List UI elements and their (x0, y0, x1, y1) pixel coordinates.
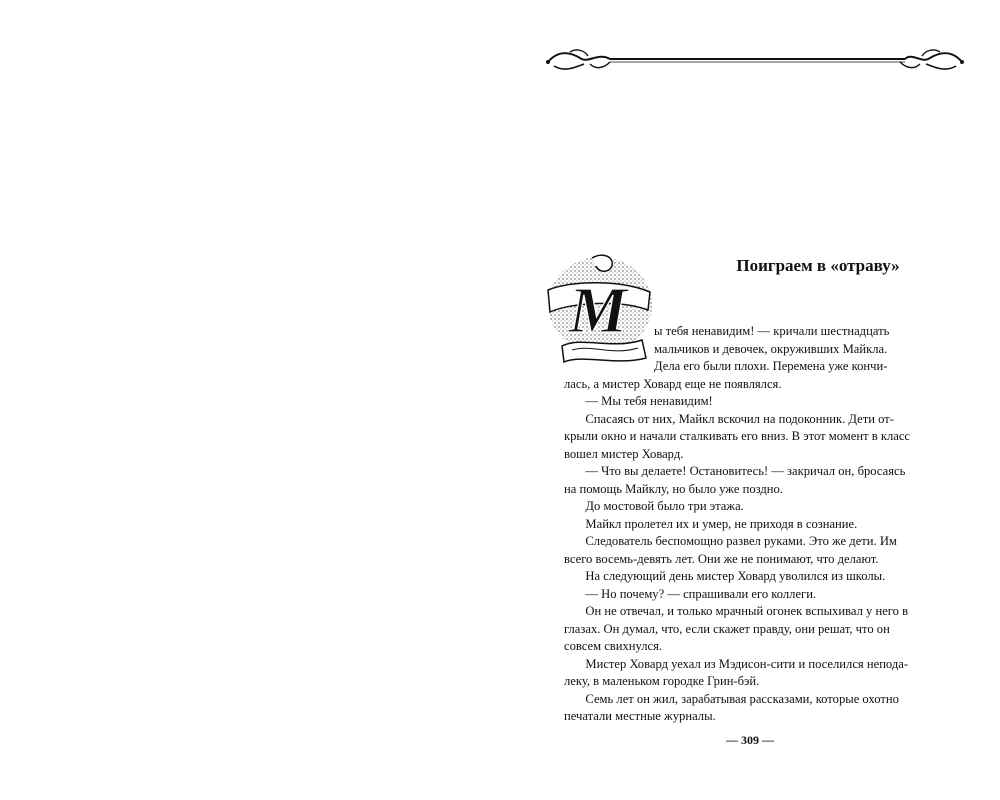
text-line: крыли окно и начали сталкивать его вниз. В этот момент в класс (564, 429, 911, 443)
text-line: — Что вы делаете! Остановитесь! — закричал он, бросаясь (585, 464, 906, 478)
text-line: До мостовой было три этажа. (585, 499, 744, 513)
text-line: — Мы тебя ненавидим! (585, 394, 713, 408)
text-line: вошел мистер Ховард. (564, 446, 684, 461)
text-line: Семь лет он жил, зарабатывая рассказами, которые охотно (585, 691, 899, 706)
text-line: глазах. Он думал, что, если скажет правду, они решат, что он (564, 621, 890, 636)
text-line: Майкл пролетел их и умер, не приходя в сознание. (585, 516, 858, 531)
right-page (500, 0, 1000, 800)
decorative-header-ornament (540, 40, 970, 80)
page-number: — 309 — (726, 733, 774, 747)
text-line: Мистер Ховард уехал из Мэдисон-сити и поселился непода- (585, 656, 909, 671)
text-line: Следователь беспомощно развел руками. Это же дети. Им (585, 534, 897, 548)
text-line: леку, в маленьком городке Грин-бэй. (564, 674, 760, 688)
text-line: — Но почему? — спрашивали его коллеги. (585, 586, 817, 601)
text-line: мальчиков и девочек, окруживших Майкла. (654, 341, 888, 356)
text-line: лась, а мистер Ховард еще не появлялся. (564, 376, 782, 391)
chapter-title: Поиграем в «отраву» (736, 256, 900, 275)
text-line: всего восемь-девять лет. Они же не понимают, что делают. (564, 551, 879, 566)
text-line: на помощь Майклу, но было уже поздно. (564, 481, 783, 496)
text-line: Дела его были плохи. Перемена уже кончи- (654, 359, 888, 373)
text-line: печатали местные журналы. (564, 709, 716, 723)
chapter-body (564, 323, 948, 726)
text-line: ы тебя ненавидим! — кричали шестнадцать (654, 324, 890, 338)
text-line: совсем свихнулся. (564, 639, 663, 653)
text-line: На следующий день мистер Ховард уволился из школы. (585, 569, 886, 583)
text-line: Он не отвечал, и только мрачный огонек вспыхивал у него в (585, 604, 909, 618)
svg-text:М: М (568, 274, 628, 347)
text-line: Спасаясь от них, Майкл вскочил на подоконник. Дети от- (585, 411, 894, 426)
